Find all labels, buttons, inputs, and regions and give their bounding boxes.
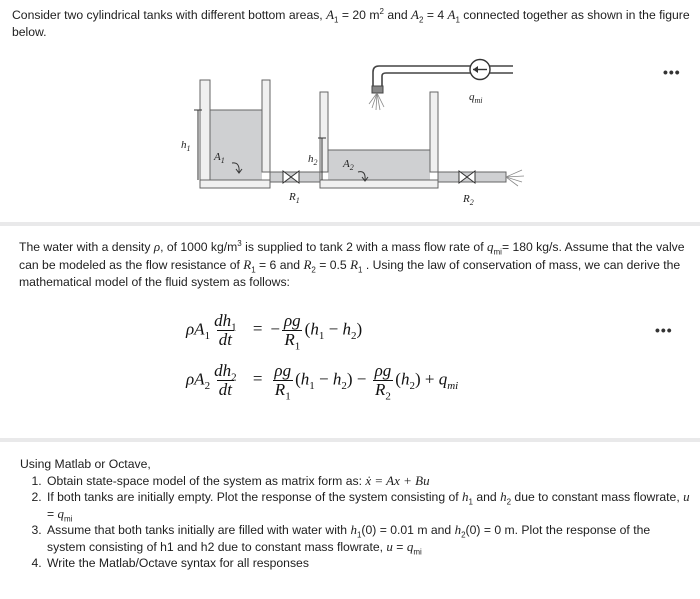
connecting-pipe <box>270 171 320 183</box>
equation-2: $\rho A_2$ $\frac{dh_2}{dt}$ = $\frac{\rho g}{R_1}$ $(h_1 - h_2)$ − $\frac{\rho g}{R_2}$ $(h_2) + q_{mi}$ <box>186 361 459 403</box>
tank-diagram <box>0 0 700 222</box>
label-qmi: $q_{mi}$ <box>469 91 483 106</box>
task-item-1: 1. Obtain state-space model of the system as matrix form as: ẋ = Ax + Bu <box>45 473 690 490</box>
more-options-icon-2[interactable]: ••• <box>655 322 673 338</box>
equation-1: $\rho A_1$ $\frac{dh_1}{dt}$ = − $\frac{\rho g}{R_1}$ $(h_1 - h_2)$ <box>186 311 363 353</box>
task-item-2: 2. If both tanks are initially empty. Plot the response of the system consisting of $h_1$ and $h_2$ due to constant mass flowrate, $u = q_{mi}$ <box>45 489 690 522</box>
model-equations-card <box>0 226 700 438</box>
label-a1: $A_1$ <box>214 151 225 166</box>
outflow-spray-icon <box>506 170 524 186</box>
tasks-card <box>0 442 700 599</box>
water-spray-icon <box>369 93 384 110</box>
task-item-3: 3. Assume that both tanks initially are filled with water with $h_1(0) = 0.01$ m and $h_2(0) = 0$ m. Plot the response of the system consisting of h1 and h2 due to constant mass flowrate, $u = q_{mi}$ <box>45 522 690 555</box>
pipe-outlet <box>372 86 383 93</box>
task-list <box>20 456 690 572</box>
label-r1: $R_1$ <box>289 191 300 206</box>
label-r2: $R_2$ <box>463 193 474 208</box>
more-options-icon[interactable]: ••• <box>663 64 681 80</box>
label-h2: $h_2$ <box>308 153 318 168</box>
tasks-lead: Using Matlab or Octave, <box>20 457 151 471</box>
problem-figure-card <box>0 0 700 222</box>
tank-1 <box>194 80 270 188</box>
intro-text: Consider two cylindrical tanks with different bottom areas, $A_1 = 20$ $m^2$ and $A_2 = 4$ $A_1$ connected together as shown in the figure below. <box>12 6 690 39</box>
outlet-pipe <box>438 170 524 186</box>
pump-icon <box>470 60 490 80</box>
tank-2 <box>318 92 438 188</box>
label-a2: $A_2$ <box>343 158 354 173</box>
supply-pipe <box>373 66 513 88</box>
label-h1: $h_1$ <box>181 139 191 154</box>
task-item-4: 4. Write the Matlab/Octave syntax for all responses <box>45 555 690 572</box>
supply-text: The water with a density ρ, of 1000 $kg/m^3$ is supplied to tank 2 with a mass flow rate of $q_{mi}= 180$ kg/s. Assume that the valve can be modeled as the flow resistance of $R_1 = 6$ and $R_2 = 0.5$ $R_1$ . Using the law of conservation of mass, we can derive the mathematical model of the fluid system as follows: <box>19 238 685 289</box>
